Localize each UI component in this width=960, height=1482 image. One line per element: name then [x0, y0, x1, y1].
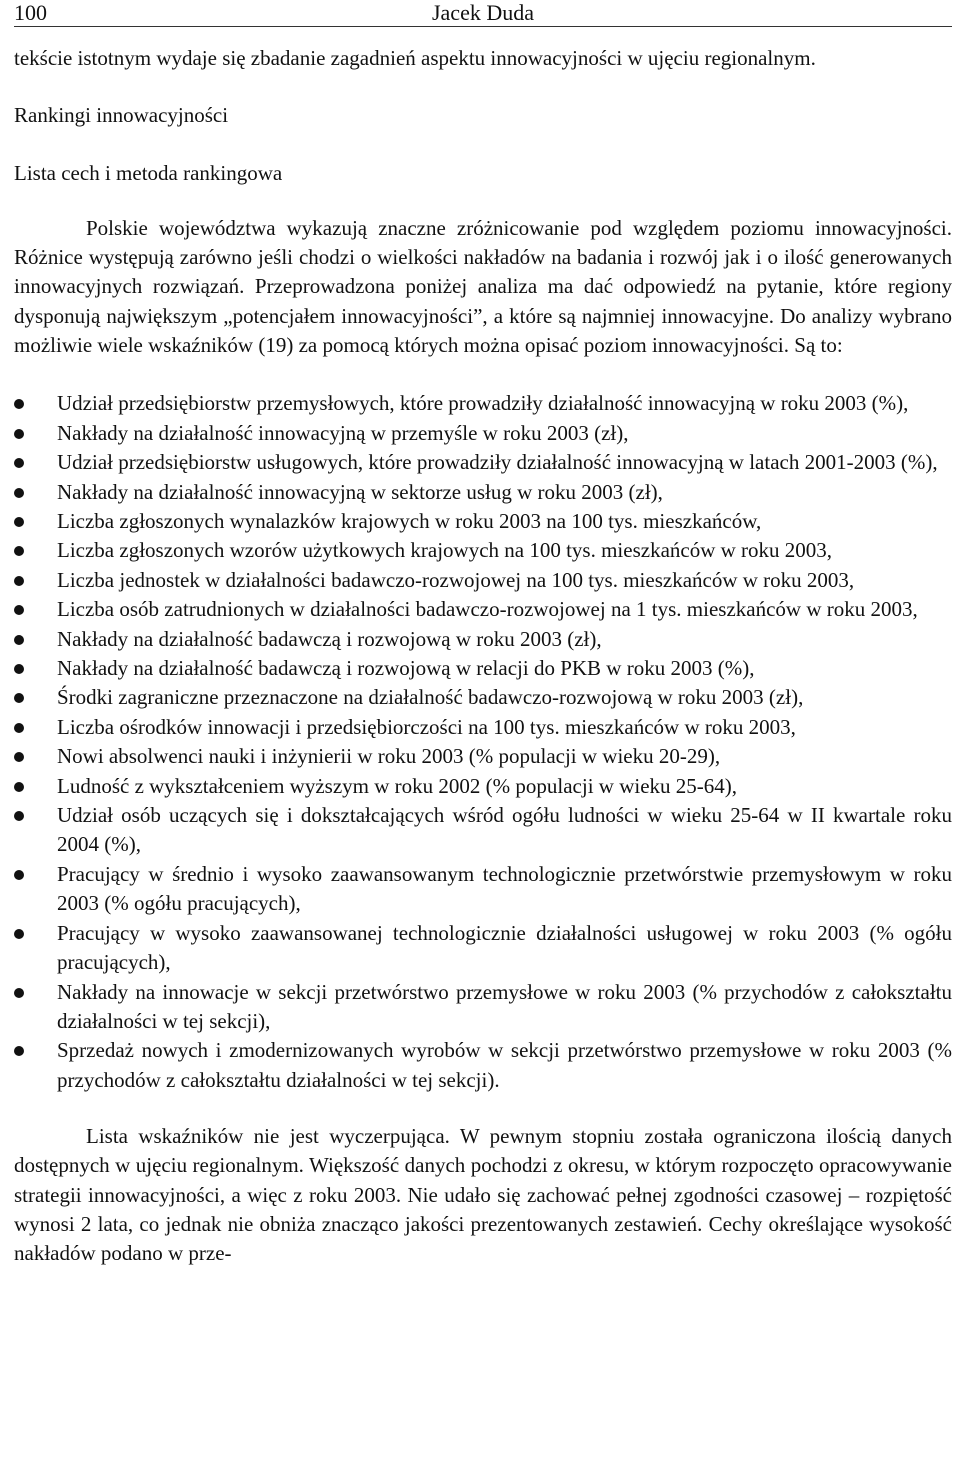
bullet-icon: [14, 458, 24, 468]
bullet-icon: [14, 546, 24, 556]
list-item-text: Liczba zgłoszonych wynalazków krajowych w roku 2003 na 100 tys. mieszkańców,: [57, 509, 762, 533]
list-item-text: Nakłady na działalność innowacyjną w przemyśle w roku 2003 (zł),: [57, 420, 629, 445]
bullet-icon: [14, 605, 24, 615]
list-item: [14, 419, 952, 448]
bullet-icon: [14, 517, 24, 527]
running-header-author: Jacek Duda: [431, 0, 534, 25]
list-item-text: Nakłady na działalność innowacyjną w sektorze usług w roku 2003 (zł),: [57, 479, 663, 504]
bullet-icon: [14, 870, 24, 880]
section-heading: Rankingi innowacyjności: [14, 103, 229, 128]
list-item: [14, 625, 952, 654]
running-header: [14, 0, 952, 27]
list-item: [14, 507, 952, 536]
list-item: [14, 978, 952, 1037]
list-item: [14, 389, 952, 418]
list-item: [14, 536, 952, 565]
bullet-icon: [14, 488, 24, 498]
list-item: [14, 772, 952, 801]
bullet-icon: [14, 988, 24, 998]
list-item: [14, 860, 952, 919]
closing-paragraph: Lista wskaźników nie jest wyczerpująca. W pewnym stopniu została ograniczona ilością danych dostępnych w ujęciu regionalnym. Większość danych pochodzi z okresu, w którym rozpoczęto opracowywanie strategii innowacyjności, a więc z roku 2003. Nie udało się zachować pełnej zgodności czasowej – rozpiętość wynosi 2 lata, co jednak nie obniża znacząco jakości prezentowanych zestawień. Cechy określające wysokość nakładów podano w prze-: [14, 1124, 952, 1266]
list-item: [14, 448, 952, 477]
bullet-icon: [14, 576, 24, 586]
list-item-text: Nowi absolwenci nauki i inżynierii w roku 2003 (% populacji w wieku 20-29),: [57, 744, 721, 769]
list-item: [14, 683, 952, 712]
document-page: [14, 0, 952, 1269]
list-item-text: Liczba osób zatrudnionych w działalności badawczo-rozwojowej na 1 tys. mieszkańców w roku 2003,: [57, 597, 918, 622]
list-item-text: Udział przedsiębiorstw przemysłowych, które prowadziły działalność innowacyjną w roku 2003 (%),: [57, 391, 909, 416]
list-item-text: Nakłady na działalność badawczą i rozwojową w roku 2003 (zł),: [57, 626, 602, 651]
list-item: [14, 713, 952, 742]
list-item: [14, 566, 952, 595]
list-item: [14, 742, 952, 771]
bullet-icon: [14, 693, 24, 703]
intro-paragraph: tekście istotnym wydaje się zbadanie zagadnień aspektu innowacyjności w ujęciu regionalnym.: [14, 46, 816, 70]
list-item-text: Środki zagraniczne przeznaczone na działalność badawczo-rozwojową w roku 2003 (zł),: [57, 685, 804, 710]
list-item: [14, 654, 952, 683]
bullet-icon: [14, 429, 24, 439]
page-number: 100: [14, 0, 47, 25]
indicator-list: [14, 389, 952, 1095]
list-item-text: Nakłady na innowacje w sekcji przetwórstwo przemysłowe w roku 2003 (% przychodów z całokształtu działalności w tej sekcji),: [57, 979, 952, 1033]
list-item-text: Liczba ośrodków innowacji i przedsiębiorczości na 100 tys. mieszkańców w roku 2003,: [57, 714, 796, 739]
bullet-icon: [14, 1046, 24, 1056]
body-paragraph: Polskie województwa wykazują znaczne zróżnicowanie pod względem poziomu innowacyjności. Różnice występują zarówno jeśli chodzi o wielkości nakładów na badania i rozwój jak i o ilość generowanych innowacyjnych rozwiązań. Przeprowadzona poniżej analiza ma dać odpowiedź na pytanie, które regiony dysponują największym „potencjałem innowacyjności”, a które są najmniej innowacyjne. Do analizy wybrano możliwie wiele wskaźników (19) za pomocą których można opisać poziom innowacyjności. Są to:: [14, 215, 952, 358]
list-item: [14, 919, 952, 978]
list-item-text: Liczba jednostek w działalności badawczo-rozwojowej na 100 tys. mieszkańców w roku 2003,: [57, 567, 855, 592]
list-item: [14, 595, 952, 624]
list-item-text: Udział przedsiębiorstw usługowych, które prowadziły działalność innowacyjną w latach 2001-2003 (%),: [57, 450, 938, 475]
list-item-text: Liczba zgłoszonych wzorów użytkowych krajowych na 100 tys. mieszkańców w roku 2003,: [57, 538, 833, 563]
list-item: [14, 1036, 952, 1095]
bullet-icon: [14, 399, 24, 409]
bullet-icon: [14, 664, 24, 674]
bullet-icon: [14, 782, 24, 792]
list-item-text: Nakłady na działalność badawczą i rozwojową w relacji do PKB w roku 2003 (%),: [57, 656, 755, 681]
list-item-text: Sprzedaż nowych i zmodernizowanych wyrobów w sekcji przetwórstwo przemysłowe w roku 2003 (% przychodów z całokształtu działalności w tej sekcji).: [57, 1038, 952, 1092]
bullet-icon: [14, 635, 24, 645]
subsection-heading: Lista cech i metoda rankingowa: [14, 160, 283, 185]
list-item: [14, 478, 952, 507]
list-item-text: Pracujący w średnio i wysoko zaawansowanym technologicznie przetwórstwie przemysłowym w roku 2003 (% ogółu pracujących),: [57, 861, 952, 916]
list-item-text: Pracujący w wysoko zaawansowanej technologicznie działalności usługowej w roku 2003 (% ogółu pracujących),: [57, 920, 952, 975]
bullet-icon: [14, 929, 24, 939]
bullet-icon: [14, 752, 24, 762]
list-item-text: Ludność z wykształceniem wyższym w roku 2002 (% populacji w wieku 25-64),: [57, 773, 737, 798]
bullet-icon: [14, 723, 24, 733]
bullet-icon: [14, 811, 24, 821]
list-item: [14, 801, 952, 860]
list-item-text: Udział osób uczących się i dokształcających wśród ogółu ludności w wieku 25-64 w II kwartale roku 2004 (%),: [57, 803, 952, 857]
